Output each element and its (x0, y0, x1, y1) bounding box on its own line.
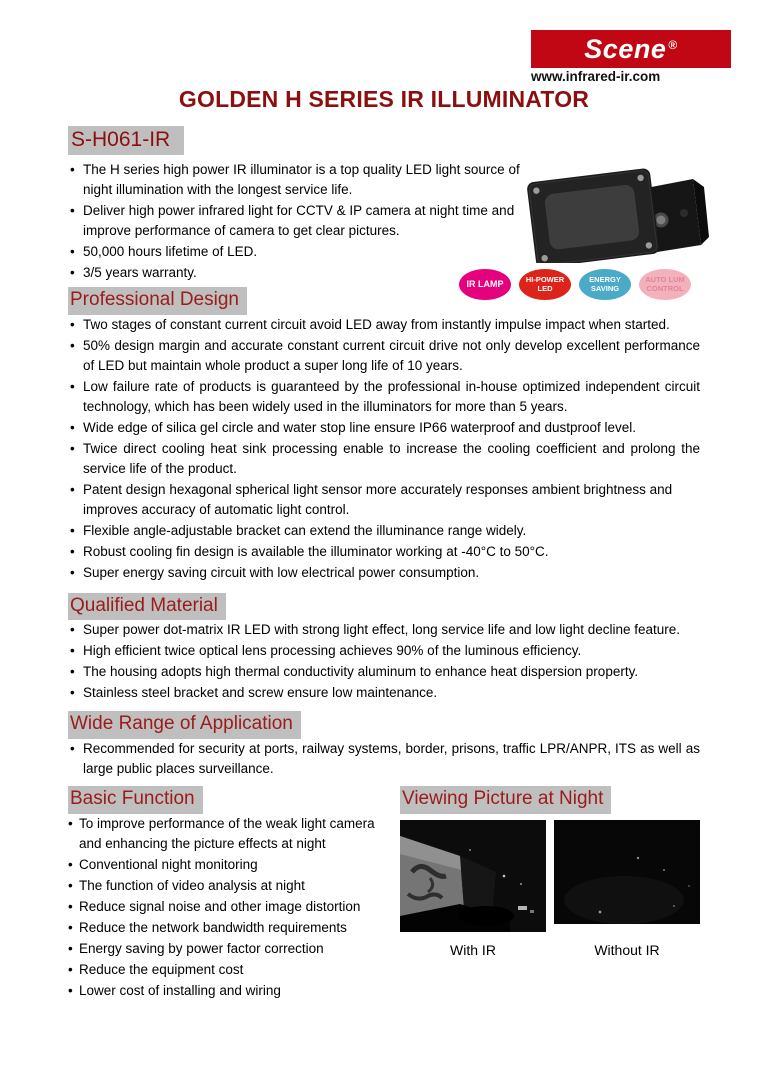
list-item: • To improve performance of the weak light camera and enhancing the picture effects at night (68, 814, 390, 854)
list-item: • Conventional night monitoring (68, 855, 390, 875)
list-item: • The housing adopts high thermal conductivity aluminum to enhance heat dispersion property. (68, 662, 700, 682)
without-ir-photo (554, 820, 700, 924)
brand-block (531, 30, 731, 84)
section-heading-professional-design: Professional Design (68, 287, 247, 315)
list-item: • Twice direct cooling heat sink processing enable to increase the cooling coefficient and prolong the service life of the product. (68, 439, 700, 479)
intro-section (68, 160, 700, 284)
list-item: • Reduce the equipment cost (68, 960, 390, 980)
brand-website: www.infrared-ir.com (531, 69, 661, 84)
professional-design-list (68, 315, 700, 583)
without-ir-figure (554, 820, 700, 958)
brand-name: Scene (584, 33, 667, 64)
night-comparison-figures (400, 820, 700, 958)
badge-hi-power-led: HI-POWER LED (519, 269, 571, 300)
badge-auto-lum-control: AUTO LUM CONTROL (639, 269, 691, 300)
registered-mark: ® (668, 38, 678, 52)
list-item: • Stainless steel bracket and screw ensure low maintenance. (68, 683, 700, 703)
intro-bullet-list (68, 160, 536, 283)
with-ir-figure (400, 820, 546, 958)
list-item: • Wide edge of silica gel circle and water stop line ensure IP66 waterproof and dustproof level. (68, 418, 700, 438)
model-number: S-H061-IR (68, 126, 184, 155)
list-item: • The H series high power IR illuminator is a top quality LED light source of night illumination with the longest service life. (68, 160, 536, 200)
with-ir-photo (400, 820, 546, 932)
basic-function-list (68, 814, 390, 1001)
list-item: • The function of video analysis at night (68, 876, 390, 896)
list-item: • Reduce signal noise and other image distortion (68, 897, 390, 917)
badge-ir-lamp: IR LAMP (459, 269, 511, 300)
section-heading-viewing: Viewing Picture at Night (400, 786, 611, 814)
list-item: • Energy saving by power factor correction (68, 939, 390, 959)
list-item: • High efficient twice optical lens processing achieves 90% of the luminous efficiency. (68, 641, 700, 661)
list-item: • Super energy saving circuit with low electrical power consumption. (68, 563, 700, 583)
basic-function-column (68, 786, 390, 1002)
list-item: • 50% design margin and accurate constant current circuit drive not only develop excellent performance of LED but maintain whole product a super long life of 10 years. (68, 336, 700, 376)
list-item: • Patent design hexagonal spherical light sensor more accurately responses ambient brightness and improves accuracy of automatic light control. (68, 480, 700, 520)
wide-range-list (68, 739, 700, 779)
bottom-columns (68, 786, 700, 1002)
badge-energy-saving: ENERGY SAVING (579, 269, 631, 300)
scene-logo (531, 30, 731, 68)
without-ir-label: Without IR (594, 942, 660, 959)
list-item: • Low failure rate of products is guaranteed by the professional in-house optimized independent circuit technology, which has been widely used in the illuminators for more than 5 years. (68, 377, 700, 417)
list-item: • 50,000 hours lifetime of LED. (68, 242, 536, 262)
section-heading-basic-function: Basic Function (68, 786, 203, 814)
list-item: • Reduce the network bandwidth requirements (68, 918, 390, 938)
list-item: • Super power dot-matrix IR LED with strong light effect, long service life and low light decline feature. (68, 620, 700, 640)
section-heading-qualified-material: Qualified Material (68, 593, 226, 621)
section-heading-wide-range: Wide Range of Application (68, 711, 301, 739)
with-ir-label: With IR (450, 942, 496, 959)
viewing-column (400, 786, 700, 1002)
qualified-material-list (68, 620, 700, 703)
page-title: GOLDEN H SERIES IR ILLUMINATOR (178, 86, 590, 112)
list-item: • 3/5 years warranty. (68, 263, 536, 283)
list-item: • Flexible angle-adjustable bracket can extend the illuminance range widely. (68, 521, 700, 541)
list-item: • Two stages of constant current circuit avoid LED away from instantly impulse impact when started. (68, 315, 700, 335)
list-item: • Deliver high power infrared light for CCTV & IP camera at night time and improve performance of camera to get clear pictures. (68, 201, 536, 241)
list-item: • Robust cooling fin design is available the illuminator working at -40°C to 50°C. (68, 542, 700, 562)
list-item: • Recommended for security at ports, railway systems, border, prisons, traffic LPR/ANPR, ITS as well as large public places surveillance. (68, 739, 700, 779)
list-item: • Lower cost of installing and wiring (68, 981, 390, 1001)
